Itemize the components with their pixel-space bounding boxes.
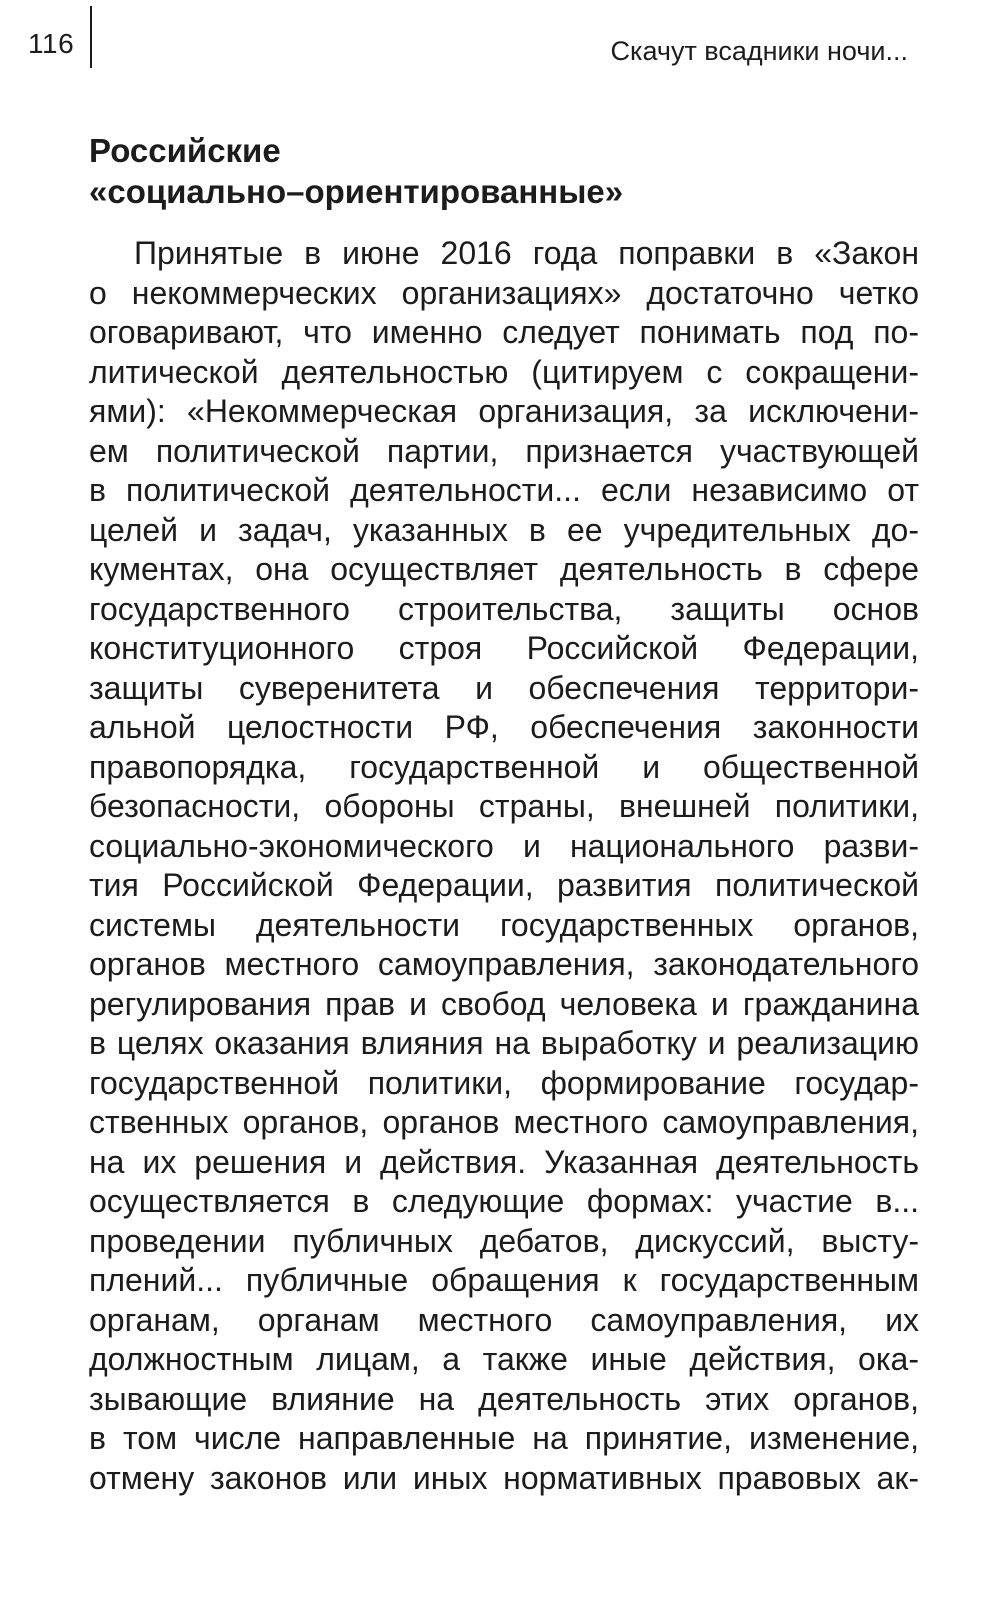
text-line: государственного строительства, защиты основ bbox=[89, 590, 919, 627]
text-line: плений... публичные обращения к государственным bbox=[89, 1262, 919, 1298]
text-line: Принятые в июне 2016 года поправки в «Закон bbox=[134, 235, 919, 271]
text-line: о некоммерческих организациях» достаточно четко bbox=[89, 274, 919, 311]
text-line: отмену законов или иных нормативных правовых ак- bbox=[89, 1459, 919, 1496]
text-line: государственной политики, формирование государ- bbox=[89, 1064, 919, 1101]
text-line: кументах, она осуществляет деятельность в сфере bbox=[89, 551, 919, 587]
page-number: 116 bbox=[28, 28, 75, 59]
text-line: в политической деятельности... если независимо от bbox=[89, 472, 919, 508]
text-line: регулирования прав и свобод человека и гражданина bbox=[89, 985, 919, 1022]
text-line: литической деятельностью (цитируем с сокращени- bbox=[89, 353, 919, 390]
text-line: на их решения и действия. Указанная деятельность bbox=[89, 1143, 919, 1180]
text-line: безопасности, обороны страны, внешней политики, bbox=[89, 788, 919, 824]
text-line: конституционного строя Российской Федерации, bbox=[89, 630, 919, 666]
text-line: ем политической партии, признается участвующей bbox=[89, 432, 919, 469]
heading-line-1: Российские bbox=[89, 132, 281, 169]
text-line: защиты суверенитета и обеспечения территори- bbox=[89, 669, 919, 706]
text-line: органам, органам местного самоуправления, их bbox=[89, 1301, 919, 1338]
text-line: ственных органов, органов местного самоуправления, bbox=[89, 1104, 919, 1140]
text-line: социально-экономического и национального разви- bbox=[89, 827, 919, 864]
running-title: Скачут всадники ночи... bbox=[610, 36, 908, 66]
text-line: системы деятельности государственных органов, bbox=[89, 906, 919, 943]
text-line: органов местного самоуправления, законодательного bbox=[89, 946, 919, 982]
text-line: альной целостности РФ, обеспечения законности bbox=[89, 709, 919, 745]
text-line: оговаривают, что именно следует понимать под по- bbox=[89, 314, 919, 350]
text-line: целей и задач, указанных в ее учредительных до- bbox=[89, 511, 919, 548]
text-line: осуществляется в следующие формах: участие в... bbox=[89, 1183, 919, 1219]
text-line: в том числе направленные на принятие, изменение, bbox=[89, 1420, 919, 1456]
text-line: зывающие влияние на деятельность этих органов, bbox=[89, 1380, 919, 1417]
heading-line-2: «социально–ориентированные» bbox=[89, 173, 624, 210]
text-line: тия Российской Федерации, развития политической bbox=[89, 867, 919, 903]
text-line: правопорядка, государственной и общественной bbox=[89, 748, 919, 785]
text-line: в целях оказания влияния на выработку и реализацию bbox=[89, 1025, 919, 1061]
text-line: ями): «Некоммерческая организация, за исключени- bbox=[89, 393, 919, 429]
header-divider bbox=[90, 6, 92, 68]
text-line: должностным лицам, а также иные действия, ока- bbox=[89, 1341, 919, 1377]
body-paragraph bbox=[89, 234, 919, 1498]
text-line: проведении публичных дебатов, дискуссий, высту- bbox=[89, 1222, 919, 1259]
section-heading bbox=[89, 130, 919, 212]
